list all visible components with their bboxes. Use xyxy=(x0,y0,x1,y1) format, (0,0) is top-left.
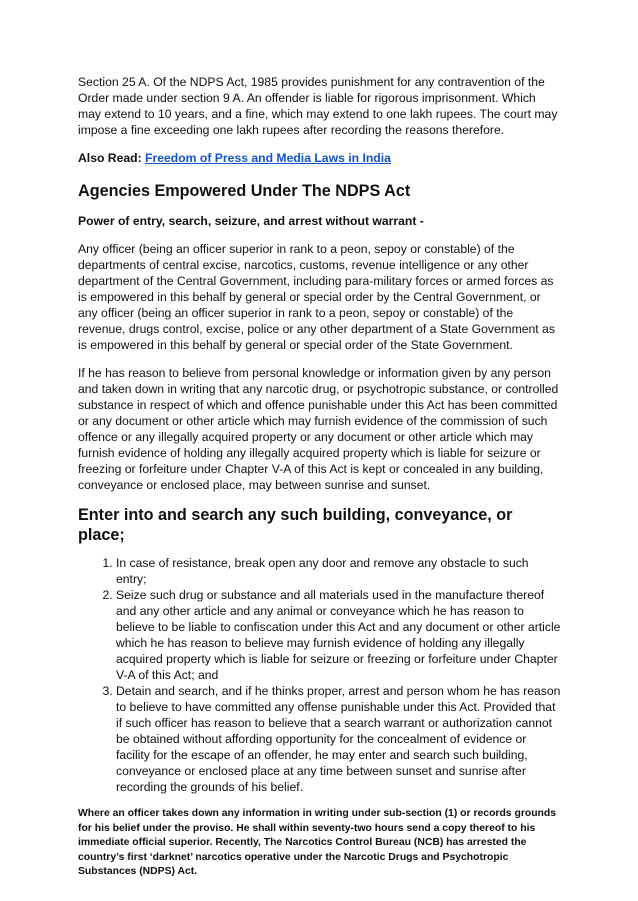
also-read-line xyxy=(78,150,562,166)
list-item: 1. In case of resistance, break open any door and remove any obstacle to such entry; xyxy=(116,555,562,587)
document-page xyxy=(78,74,562,880)
heading-agencies: Agencies Empowered Under The NDPS Act xyxy=(78,182,411,200)
closing-paragraph: Where an officer takes down any information in writing under sub-section (1) or records grounds for his belief under the proviso. He shall within seventy-two hours send a copy thereof to his immediate official superior. Recently, The Narcotics Control Bureau (NCB) has arrested the country’s first ‘darknet’ narcotics operative under the Narcotic Drugs and Psychotropic Substances (NDPS) Act. xyxy=(78,808,557,877)
intro-paragraph: Section 25 A. Of the NDPS Act, 1985 provides punishment for any contravention of the Order made under section 9 A. An offender is liable for rigorous imprisonment. Which may extend to 10 years, and a fine, which may extend to one lakh rupees. The court may impose a fine exceeding one lakh rupees after recording the reasons therefore. xyxy=(78,75,558,137)
heading-enter-search: Enter into and search any such building, conveyance, or place; xyxy=(78,506,513,544)
list-item: 3. Detain and search, and if he thinks proper, arrest and person whom he has reason to believe to have committed any offense punishable under this Act. Provided that if such officer has reason to believe that a search warrant or authorization cannot be obtained without affording opportunity for the concealment of evidence or facility for the escape of an offender, he may enter and search such building, conveyance or enclosed place at any time between sunset and sunrise after recording the grounds of his belief. xyxy=(116,683,562,795)
subheading-power: Power of entry, search, seizure, and arrest without warrant - xyxy=(78,214,424,228)
powers-list xyxy=(78,555,562,795)
list-item: 2. Seize such drug or substance and all materials used in the manufacture thereof and any other article and any animal or conveyance which he has reason to believe to be liable to confiscation under this Act and any document or other article which he has reason to believe may furnish evidence of holding any illegally acquired property which is liable for seizure or freezing or forfeiture under Chapter V-A of this Act; and xyxy=(116,587,562,683)
also-read-link[interactable]: Freedom of Press and Media Laws in India xyxy=(145,151,391,165)
also-read-label: Also Read: xyxy=(78,151,146,165)
paragraph-reason: If he has reason to believe from personal knowledge or information given by any person and taken down in writing that any narcotic drug, or psychotropic substance, or controlled substance in respect of which and offence punishable under this Act has been committed or any document or other article which may furnish evidence of the commission of such offence or any illegally acquired property or any document or other article which may furnish evidence of holding any illegally acquired property which is liable for seizure or freezing or forfeiture under Chapter V-A of this Act is kept or concealed in any building, conveyance or enclosed place, may between sunrise and sunset. xyxy=(78,366,559,492)
paragraph-officer: Any officer (being an officer superior in rank to a peon, sepoy or constable) of the departments of central excise, narcotics, customs, revenue intelligence or any other department of the Central Government, including para-military forces or armed forces as is empowered in this behalf by general or special order by the Central Government, or any officer (being an officer superior in rank to a peon, sepoy or constable) of the revenue, drugs control, excise, police or any other department of a State Government as is empowered in this behalf by general or special order of the State Government. xyxy=(78,242,555,352)
